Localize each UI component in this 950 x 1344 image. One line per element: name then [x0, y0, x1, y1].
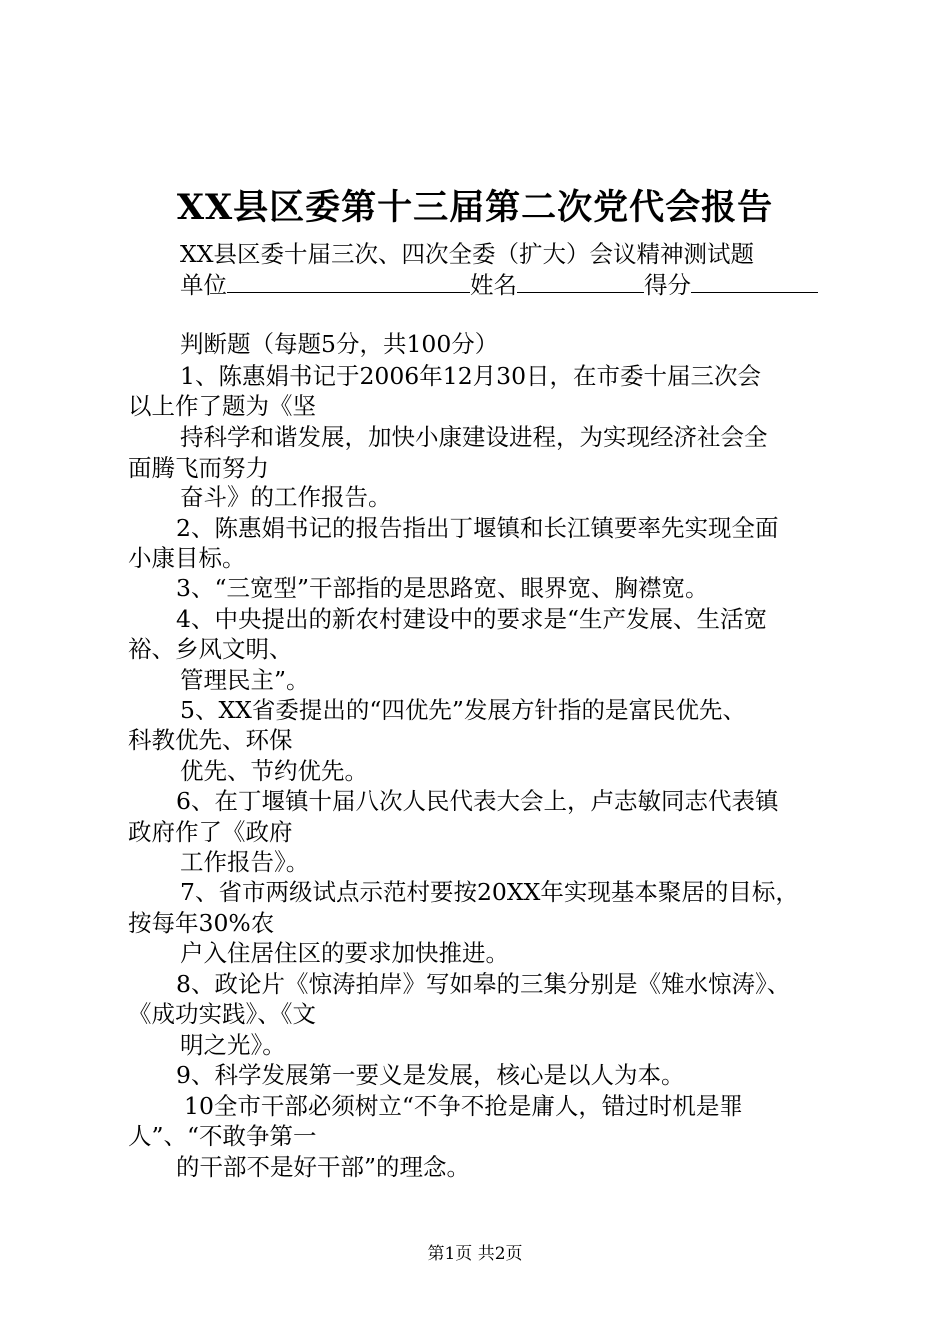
unit-blank: [227, 268, 470, 293]
question-line: 10全市干部必须树立“不争不抢是庸人，错过时机是罪: [184, 1092, 743, 1120]
question-line: 按每年30%农: [128, 909, 275, 937]
question-line: 的干部不是好干部”的理念。: [176, 1153, 471, 1181]
question-line: 持科学和谐发展，加快小康建设进程，为实现经济社会全: [180, 423, 768, 451]
question-line: 政府作了《政府: [128, 818, 293, 846]
subtitle: XX县区委十届三次、四次全委（扩大）会议精神测试题: [180, 240, 754, 268]
question-line: 1、陈惠娟书记于2006年12月30日，在市委十届三次会: [180, 362, 762, 390]
question-line: 户入住居住区的要求加快推进。: [180, 939, 509, 967]
question-line: 3、“三宽型”干部指的是思路宽、眼界宽、胸襟宽。: [176, 574, 709, 602]
question-line: 4、中央提出的新农村建设中的要求是“生产发展、生活宽: [176, 605, 767, 633]
unit-label: 单位: [180, 271, 227, 299]
question-line: 6、在丁堰镇十届八次人民代表大会上，卢志敏同志代表镇: [176, 787, 779, 815]
question-line: 以上作了题为《坚: [128, 392, 316, 420]
question-line: 5、XX省委提出的“四优先”发展方针指的是富民优先、: [180, 696, 746, 724]
section-heading: 判断题（每题5分，共100分）: [180, 330, 499, 358]
question-line: 7、省市两级试点示范村要按20XX年实现基本聚居的目标，: [180, 878, 799, 906]
question-line: 优先、节约优先。: [180, 757, 368, 785]
score-blank: [691, 268, 818, 293]
name-blank: [517, 268, 644, 293]
question-line: 裕、乡风文明、: [128, 635, 293, 663]
question-line: 小康目标。: [128, 544, 246, 572]
question-line: 人”、“不敢争第一: [128, 1122, 317, 1150]
question-line: 管理民主”。: [180, 666, 310, 694]
question-line: 科教优先、环保: [128, 726, 293, 754]
question-line: 面腾飞而努力: [128, 454, 269, 482]
question-line: 2、陈惠娟书记的报告指出丁堰镇和长江镇要率先实现全面: [176, 514, 779, 542]
question-line: 明之光》。: [180, 1031, 286, 1059]
page-footer: 第1页 共2页: [427, 1244, 523, 1264]
question-line: 8、政论片《惊涛拍岸》写如皋的三集分别是《雉水惊涛》、: [176, 970, 791, 998]
name-label: 姓名: [470, 271, 517, 299]
question-line: 工作报告》。: [180, 848, 310, 876]
score-label: 得分: [644, 271, 691, 299]
document-title: XX县区委第十三届第二次党代会报告: [176, 187, 774, 228]
info-row: [180, 268, 818, 302]
question-line: 奋斗》的工作报告。: [180, 483, 392, 511]
question-line: 9、科学发展第一要义是发展，核心是以人为本。: [176, 1061, 685, 1089]
question-line: 《成功实践》、《文: [128, 1000, 316, 1028]
